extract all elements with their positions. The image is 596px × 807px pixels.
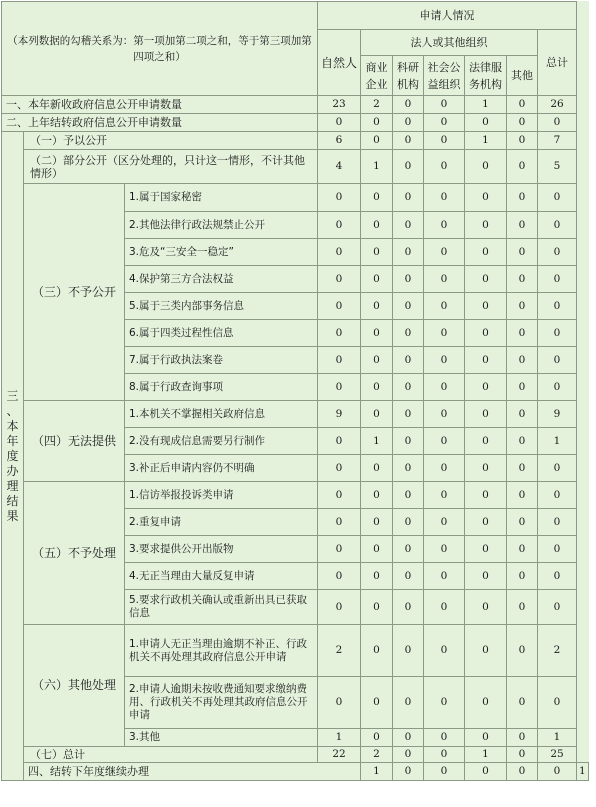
value-cell: 0 (393, 590, 424, 625)
item-label: 3.危及“三安全一稳定” (125, 239, 318, 266)
value-cell: 0 (361, 590, 393, 625)
item-label: 1.属于国家秘密 (125, 184, 318, 212)
value-cell: 0 (393, 320, 424, 347)
value-cell: 0 (465, 401, 507, 428)
section-3-char: 三 (6, 388, 19, 403)
value-cell: 0 (465, 212, 507, 239)
value-cell: 0 (507, 677, 538, 729)
value-cell: 0 (538, 455, 577, 482)
section-3-label (2, 132, 24, 781)
value-cell: 0 (393, 239, 424, 266)
item-label: 1.本机关不掌握相关政府信息 (125, 401, 318, 428)
value-cell: 0 (538, 677, 577, 729)
value-cell: 0 (424, 293, 465, 320)
value-cell: 0 (318, 536, 361, 563)
value-cell: 0 (424, 729, 465, 747)
business-header: 商业企业 (361, 56, 393, 96)
report-table-container (1, 1, 589, 781)
value-cell: 0 (507, 374, 538, 401)
value-cell: 0 (507, 114, 538, 132)
value-cell: 0 (507, 590, 538, 625)
value-cell: 1 (538, 428, 577, 455)
legal-service-header: 法律服务机构 (465, 56, 507, 96)
value-cell: 2 (538, 625, 577, 677)
value-cell: 0 (424, 96, 465, 114)
value-cell: 0 (465, 428, 507, 455)
value-cell: 0 (424, 509, 465, 536)
value-cell: 0 (393, 96, 424, 114)
row-label: 二、上年结转政府信息公开申请数量 (2, 114, 318, 132)
value-cell: 0 (393, 625, 424, 677)
item-label: 5.属于三类内部事务信息 (125, 293, 318, 320)
group-label-g6: （六）其他处理 (24, 625, 125, 747)
value-cell: 0 (465, 266, 507, 293)
value-cell: 0 (424, 625, 465, 677)
item-label: 3.其他 (125, 729, 318, 747)
item-label: 2.没有现成信息需要另行制作 (125, 428, 318, 455)
value-cell: 0 (465, 590, 507, 625)
total-header: 总计 (538, 30, 577, 96)
value-cell: 0 (361, 132, 393, 150)
section-3-char: 结 (6, 493, 19, 508)
item-label: 3.要求提供公开出版物 (125, 536, 318, 563)
value-cell: 0 (465, 455, 507, 482)
value-cell: 2 (361, 747, 393, 763)
value-cell: 0 (393, 536, 424, 563)
legal-group-header: 法人或其他组织 (361, 30, 538, 56)
value-cell: 0 (318, 482, 361, 509)
table-row (2, 625, 589, 677)
value-cell: 0 (318, 455, 361, 482)
value-cell: 0 (361, 374, 393, 401)
group-label-g4: （四）无法提供 (24, 401, 125, 482)
value-cell: 0 (507, 763, 538, 781)
value-cell: 6 (318, 132, 361, 150)
value-cell: 0 (538, 509, 577, 536)
item-label: 4.保护第三方合法权益 (125, 266, 318, 293)
value-cell: 0 (465, 347, 507, 374)
value-cell: 9 (318, 401, 361, 428)
value-cell: 0 (507, 747, 538, 763)
item-label: 1.信访举报投诉类申请 (125, 482, 318, 509)
value-cell: 0 (507, 347, 538, 374)
value-cell: 0 (424, 401, 465, 428)
value-cell: 0 (465, 563, 507, 590)
value-cell: 0 (393, 293, 424, 320)
item-label: 8.属于行政查询事项 (125, 374, 318, 401)
value-cell: 1 (577, 763, 589, 781)
value-cell: 0 (361, 729, 393, 747)
value-cell: 0 (465, 677, 507, 729)
value-cell: 0 (393, 563, 424, 590)
value-cell: 0 (424, 150, 465, 184)
value-cell: 0 (318, 266, 361, 293)
row-label: 一、本年新收政府信息公开申请数量 (2, 96, 318, 114)
value-cell: 0 (424, 677, 465, 729)
value-cell: 0 (538, 239, 577, 266)
value-cell: 0 (538, 536, 577, 563)
value-cell: 0 (538, 482, 577, 509)
value-cell: 0 (393, 729, 424, 747)
value-cell: 0 (424, 212, 465, 239)
value-cell: 0 (507, 212, 538, 239)
value-cell: 0 (507, 509, 538, 536)
value-cell: 0 (318, 212, 361, 239)
value-cell: 0 (361, 563, 393, 590)
value-cell: 0 (538, 590, 577, 625)
value-cell: 0 (465, 536, 507, 563)
value-cell: 9 (538, 401, 577, 428)
value-cell: 4 (318, 150, 361, 184)
value-cell: 0 (465, 509, 507, 536)
value-cell: 0 (538, 374, 577, 401)
value-cell: 0 (361, 677, 393, 729)
value-cell: 0 (361, 266, 393, 293)
value-cell: 0 (318, 563, 361, 590)
value-cell: 0 (507, 184, 538, 212)
value-cell: 1 (465, 747, 507, 763)
section-3-char: 本 (6, 418, 19, 433)
value-cell: 0 (465, 729, 507, 747)
value-cell: 2 (361, 96, 393, 114)
natural-person-header: 自然人 (318, 30, 361, 96)
table-row (2, 150, 589, 184)
value-cell: 0 (318, 374, 361, 401)
value-cell: 0 (538, 563, 577, 590)
section-3-char: 果 (6, 508, 19, 523)
value-cell: 0 (465, 293, 507, 320)
value-cell: 23 (318, 96, 361, 114)
value-cell: 0 (465, 150, 507, 184)
value-cell: 0 (424, 536, 465, 563)
value-cell: 0 (424, 763, 465, 781)
value-cell: 0 (393, 763, 424, 781)
value-cell: 0 (424, 563, 465, 590)
value-cell: 1 (465, 132, 507, 150)
social-welfare-header: 社会公益组织 (424, 56, 465, 96)
value-cell: 0 (361, 114, 393, 132)
value-cell: 22 (318, 747, 361, 763)
row-label: （一）予以公开 (24, 132, 318, 150)
item-label: 2.重复申请 (125, 509, 318, 536)
value-cell: 0 (318, 184, 361, 212)
value-cell: 0 (393, 212, 424, 239)
value-cell: 0 (507, 401, 538, 428)
applicant-info-header: 申请人情况 (318, 2, 577, 30)
value-cell: 0 (507, 150, 538, 184)
item-label: 2.申请人逾期未按收费通知要求缴纳费用、行政机关不再处理其政府信息公开申请 (125, 677, 318, 729)
value-cell: 0 (507, 625, 538, 677)
value-cell: 0 (361, 482, 393, 509)
table-row (2, 96, 589, 114)
value-cell: 0 (424, 184, 465, 212)
value-cell: 0 (507, 320, 538, 347)
value-cell: 0 (361, 320, 393, 347)
item-label: 1.申请人无正当理由逾期不补正、行政机关不再处理其政府信息公开申请 (125, 625, 318, 677)
value-cell: 1 (318, 729, 361, 747)
value-cell: 0 (393, 150, 424, 184)
value-cell: 0 (318, 347, 361, 374)
value-cell: 0 (361, 293, 393, 320)
value-cell: 0 (424, 114, 465, 132)
value-cell: 7 (538, 132, 577, 150)
value-cell: 1 (465, 96, 507, 114)
value-cell: 0 (465, 374, 507, 401)
table-row (2, 763, 589, 781)
value-cell: 0 (424, 320, 465, 347)
value-cell: 0 (318, 293, 361, 320)
value-cell: 0 (507, 729, 538, 747)
value-cell: 0 (361, 184, 393, 212)
research-header: 科研机构 (393, 56, 424, 96)
value-cell: 0 (424, 482, 465, 509)
value-cell: 1 (538, 729, 577, 747)
value-cell: 1 (361, 428, 393, 455)
value-cell: 0 (361, 239, 393, 266)
value-cell: 0 (424, 347, 465, 374)
value-cell: 0 (538, 266, 577, 293)
note-cell (2, 2, 318, 96)
row-label: （二）部分公开（区分处理的，只计这一情形，不计其他情形） (24, 150, 318, 184)
table-row (2, 114, 589, 132)
value-cell: 0 (361, 625, 393, 677)
value-cell: 0 (538, 212, 577, 239)
value-cell: 0 (465, 625, 507, 677)
value-cell: 0 (507, 563, 538, 590)
section-3-char: 度 (6, 448, 19, 463)
value-cell: 0 (507, 455, 538, 482)
table-row (2, 747, 589, 763)
value-cell: 0 (465, 320, 507, 347)
value-cell: 26 (538, 96, 577, 114)
value-cell: 0 (361, 455, 393, 482)
value-cell: 0 (393, 482, 424, 509)
table-row (2, 482, 589, 509)
value-cell: 0 (507, 293, 538, 320)
value-cell: 25 (538, 747, 577, 763)
group-label-g3: （三）不予公开 (24, 184, 125, 401)
value-cell: 0 (507, 482, 538, 509)
value-cell: 0 (318, 239, 361, 266)
value-cell: 1 (361, 150, 393, 184)
value-cell: 0 (424, 266, 465, 293)
value-cell: 0 (393, 132, 424, 150)
note-text: （本列数据的勾稽关系为：第一项加第二项之和，等于第三项加第四项之和） (7, 34, 312, 63)
row-label: 四、结转下年度继续办理 (24, 763, 361, 781)
value-cell: 1 (361, 763, 393, 781)
value-cell: 0 (361, 212, 393, 239)
value-cell: 0 (393, 266, 424, 293)
section-3-char: 年 (6, 433, 19, 448)
value-cell: 0 (507, 428, 538, 455)
value-cell: 0 (318, 509, 361, 536)
value-cell: 0 (424, 132, 465, 150)
other-header: 其他 (507, 56, 538, 96)
item-label: 6.属于四类过程性信息 (125, 320, 318, 347)
table-row (2, 184, 589, 212)
value-cell: 0 (465, 184, 507, 212)
value-cell: 0 (318, 590, 361, 625)
value-cell: 0 (318, 428, 361, 455)
value-cell: 0 (393, 677, 424, 729)
value-cell: 0 (538, 347, 577, 374)
value-cell: 0 (538, 184, 577, 212)
value-cell: 0 (465, 763, 507, 781)
value-cell: 0 (361, 509, 393, 536)
value-cell: 2 (318, 625, 361, 677)
value-cell: 0 (507, 536, 538, 563)
item-label: 7.属于行政执法案卷 (125, 347, 318, 374)
value-cell: 0 (424, 374, 465, 401)
value-cell: 0 (361, 347, 393, 374)
item-label: 4.无正当理由大量反复申请 (125, 563, 318, 590)
value-cell: 0 (507, 96, 538, 114)
value-cell: 0 (538, 114, 577, 132)
section-3-char: 理 (6, 478, 19, 493)
item-label: 3.补正后申请内容仍不明确 (125, 455, 318, 482)
section-3-char: 、 (6, 403, 19, 418)
value-cell: 0 (424, 590, 465, 625)
item-label: 5.要求行政机关确认或重新出具已获取信息 (125, 590, 318, 625)
value-cell: 0 (507, 239, 538, 266)
value-cell: 0 (318, 677, 361, 729)
value-cell: 0 (507, 266, 538, 293)
value-cell: 0 (393, 455, 424, 482)
value-cell: 0 (318, 320, 361, 347)
value-cell: 5 (538, 150, 577, 184)
value-cell: 0 (393, 428, 424, 455)
item-label: 2.其他法律行政法规禁止公开 (125, 212, 318, 239)
section-3-char: 办 (6, 463, 19, 478)
value-cell: 0 (393, 747, 424, 763)
value-cell: 0 (361, 536, 393, 563)
value-cell: 0 (465, 114, 507, 132)
value-cell: 0 (393, 114, 424, 132)
value-cell: 0 (393, 509, 424, 536)
value-cell: 0 (465, 482, 507, 509)
value-cell: 0 (424, 747, 465, 763)
table-row (2, 401, 589, 428)
value-cell: 0 (538, 763, 577, 781)
group-label-g5: （五）不予处理 (24, 482, 125, 625)
value-cell: 0 (538, 320, 577, 347)
value-cell: 0 (424, 455, 465, 482)
value-cell: 0 (393, 401, 424, 428)
value-cell: 0 (465, 239, 507, 266)
value-cell: 0 (393, 184, 424, 212)
value-cell: 0 (538, 293, 577, 320)
value-cell: 0 (318, 114, 361, 132)
government-info-disclosure-table (1, 1, 589, 781)
value-cell: 0 (507, 132, 538, 150)
value-cell: 0 (424, 428, 465, 455)
row-label: （七）总计 (24, 747, 318, 763)
value-cell: 0 (393, 347, 424, 374)
table-row (2, 132, 589, 150)
value-cell: 0 (424, 239, 465, 266)
value-cell: 0 (361, 401, 393, 428)
value-cell: 0 (393, 374, 424, 401)
